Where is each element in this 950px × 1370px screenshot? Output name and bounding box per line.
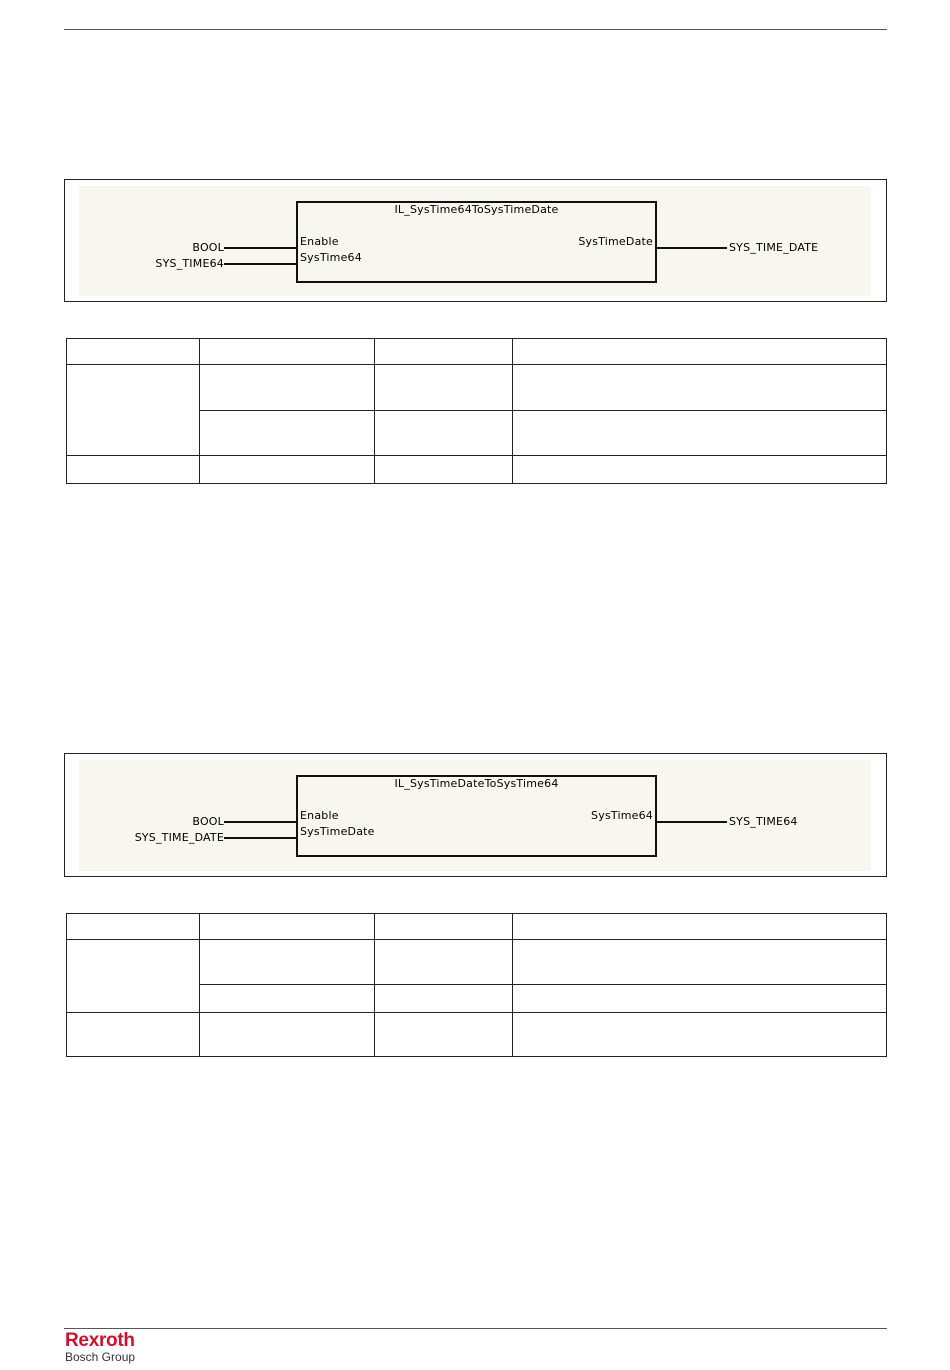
table-cell xyxy=(67,1013,200,1057)
parameter-table-1 xyxy=(66,338,887,484)
function-block-name: IL_SysTime64ToSysTimeDate xyxy=(394,203,559,216)
input-pin-enable: Enable xyxy=(300,235,339,248)
table-cell xyxy=(200,940,375,985)
output-pin-systime64: SysTime64 xyxy=(591,809,653,822)
input-wire xyxy=(224,837,296,839)
table-cell xyxy=(375,411,513,456)
table-cell xyxy=(67,940,200,1013)
table-cell xyxy=(375,365,513,411)
table-cell xyxy=(513,411,887,456)
table-row xyxy=(67,940,887,985)
table-cell xyxy=(200,1013,375,1057)
table-cell xyxy=(200,456,375,484)
table-cell xyxy=(375,940,513,985)
table-cell xyxy=(513,339,887,365)
input-type-label: SYS_TIME_DATE xyxy=(134,831,224,844)
input-wire xyxy=(224,821,296,823)
table-cell xyxy=(513,456,887,484)
function-block xyxy=(296,201,657,283)
table-cell xyxy=(200,411,375,456)
table-cell xyxy=(67,365,200,456)
table-cell xyxy=(200,914,375,940)
table-cell xyxy=(513,914,887,940)
table-row xyxy=(67,456,887,484)
output-type-label: SYS_TIME64 xyxy=(729,815,798,828)
table-cell xyxy=(375,1013,513,1057)
diagram-canvas xyxy=(79,186,871,296)
table-cell xyxy=(200,339,375,365)
footer-rule xyxy=(64,1328,887,1329)
rexroth-logo: Rexroth xyxy=(65,1330,135,1351)
diagram-canvas xyxy=(79,760,871,871)
bosch-group-label: Bosch Group xyxy=(65,1350,136,1364)
input-type-label: BOOL xyxy=(192,815,224,828)
table-cell xyxy=(513,985,887,1013)
table-cell xyxy=(513,940,887,985)
table-cell xyxy=(513,1013,887,1057)
table-cell xyxy=(513,365,887,411)
output-type-label: SYS_TIME_DATE xyxy=(729,241,819,254)
input-pin-systime64: SysTime64 xyxy=(300,251,362,264)
function-block-diagram-1 xyxy=(64,179,887,302)
table-cell xyxy=(375,914,513,940)
table-cell xyxy=(375,456,513,484)
input-type-label: BOOL xyxy=(192,241,224,254)
header-rule xyxy=(64,29,887,30)
table-cell xyxy=(375,985,513,1013)
table-cell xyxy=(67,339,200,365)
table-cell xyxy=(375,339,513,365)
function-block-name: IL_SysTimeDateToSysTime64 xyxy=(394,777,559,790)
table-row xyxy=(67,1013,887,1057)
table-header-row xyxy=(67,339,887,365)
input-wire xyxy=(224,247,296,249)
output-wire xyxy=(655,821,727,823)
table-cell xyxy=(67,456,200,484)
parameter-table-2 xyxy=(66,913,887,1057)
input-type-label: SYS_TIME64 xyxy=(155,257,224,270)
output-pin-systimedate: SysTimeDate xyxy=(578,235,653,248)
table-cell xyxy=(200,365,375,411)
function-block-diagram-2 xyxy=(64,753,887,877)
output-wire xyxy=(655,247,727,249)
table-cell xyxy=(200,985,375,1013)
input-pin-systimedate: SysTimeDate xyxy=(300,825,375,838)
table-row xyxy=(67,365,887,411)
input-pin-enable: Enable xyxy=(300,809,339,822)
table-header-row xyxy=(67,914,887,940)
input-wire xyxy=(224,263,296,265)
table-cell xyxy=(67,914,200,940)
function-block xyxy=(296,775,657,857)
